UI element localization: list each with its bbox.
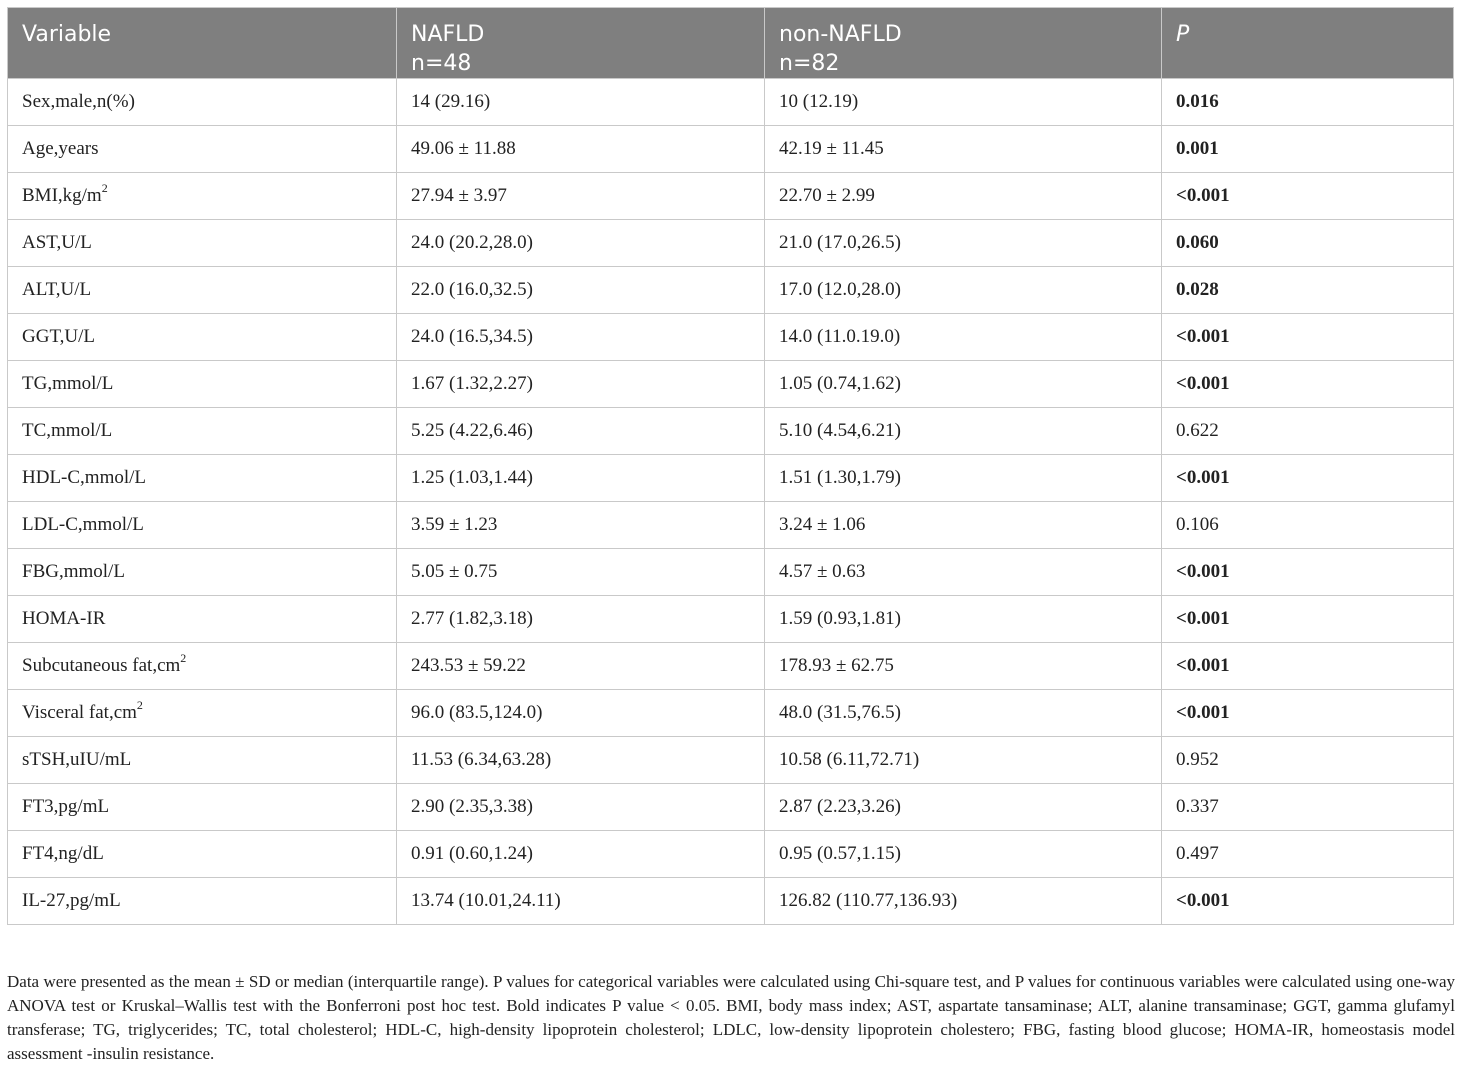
cell-nafld: 1.25 (1.03,1.44): [397, 455, 765, 502]
cell-non-nafld: 3.24 ± 1.06: [765, 502, 1162, 549]
cell-nafld: 0.91 (0.60,1.24): [397, 831, 765, 878]
variable-label: TC,mmol/L: [22, 420, 113, 441]
variable-label: Subcutaneous fat,cm: [22, 655, 181, 676]
table-row: [8, 455, 1454, 502]
cell-variable: [8, 502, 397, 549]
header-nafld: [397, 8, 765, 79]
variable-label: ALT,U/L: [22, 279, 92, 300]
variable-label: BMI,kg/m: [22, 185, 102, 206]
cell-non-nafld: 1.59 (0.93,1.81): [765, 596, 1162, 643]
cell-p-value: 0.622: [1162, 408, 1454, 455]
table-row: [8, 831, 1454, 878]
cell-variable: [8, 126, 397, 173]
cell-p-value: <0.001: [1162, 643, 1454, 690]
cell-variable: [8, 643, 397, 690]
header-nafld-label: NAFLD: [411, 22, 485, 47]
cell-nafld: 14 (29.16): [397, 79, 765, 126]
cell-nafld: 2.90 (2.35,3.38): [397, 784, 765, 831]
cell-non-nafld: 0.95 (0.57,1.15): [765, 831, 1162, 878]
cell-variable: [8, 455, 397, 502]
cell-nafld: 22.0 (16.0,32.5): [397, 267, 765, 314]
variable-label: HOMA-IR: [22, 608, 106, 629]
header-variable: [8, 8, 397, 79]
variable-label: Age,years: [22, 138, 99, 159]
cell-non-nafld: 10 (12.19): [765, 79, 1162, 126]
cell-variable: [8, 79, 397, 126]
table-body: [8, 79, 1454, 925]
cell-nafld: 3.59 ± 1.23: [397, 502, 765, 549]
cell-non-nafld: 1.05 (0.74,1.62): [765, 361, 1162, 408]
table-row: [8, 502, 1454, 549]
header-non-nafld-label: non-NAFLD: [779, 22, 902, 47]
header-variable-label: Variable: [22, 22, 112, 47]
variable-label: FT4,ng/dL: [22, 843, 104, 864]
cell-p-value: 0.028: [1162, 267, 1454, 314]
cell-p-value: <0.001: [1162, 361, 1454, 408]
cell-p-value: 0.337: [1162, 784, 1454, 831]
variable-label: Visceral fat,cm: [22, 702, 137, 723]
table-row: [8, 549, 1454, 596]
cell-nafld: 1.67 (1.32,2.27): [397, 361, 765, 408]
cell-variable: [8, 267, 397, 314]
unit-superscript: 2: [136, 697, 143, 712]
table-row: [8, 314, 1454, 361]
cell-p-value: 0.060: [1162, 220, 1454, 267]
cell-p-value: <0.001: [1162, 878, 1454, 925]
table-row: [8, 737, 1454, 784]
table-row: [8, 408, 1454, 455]
cell-variable: [8, 173, 397, 220]
cell-nafld: 2.77 (1.82,3.18): [397, 596, 765, 643]
variable-label: GGT,U/L: [22, 326, 95, 347]
cell-p-value: <0.001: [1162, 314, 1454, 361]
cell-nafld: 49.06 ± 11.88: [397, 126, 765, 173]
variable-label: FT3,pg/mL: [22, 796, 110, 817]
cell-variable: [8, 690, 397, 737]
cell-variable: [8, 314, 397, 361]
header-p-label: P: [1176, 22, 1190, 47]
table-row: [8, 173, 1454, 220]
table-row: [8, 643, 1454, 690]
cell-non-nafld: 48.0 (31.5,76.5): [765, 690, 1162, 737]
cell-p-value: <0.001: [1162, 549, 1454, 596]
header-non-nafld-count: n=82: [779, 51, 840, 76]
cell-nafld: 13.74 (10.01,24.11): [397, 878, 765, 925]
table-row: [8, 361, 1454, 408]
cell-p-value: <0.001: [1162, 455, 1454, 502]
cell-variable: [8, 878, 397, 925]
variable-label: sTSH,uIU/mL: [22, 749, 132, 770]
table-row: [8, 220, 1454, 267]
cell-variable: [8, 408, 397, 455]
cell-nafld: 5.25 (4.22,6.46): [397, 408, 765, 455]
cell-p-value: <0.001: [1162, 690, 1454, 737]
table-header: [8, 8, 1454, 79]
table-row: [8, 878, 1454, 925]
cell-non-nafld: 14.0 (11.0.19.0): [765, 314, 1162, 361]
cell-variable: [8, 784, 397, 831]
table-row: [8, 784, 1454, 831]
cell-variable: [8, 737, 397, 784]
header-nafld-count: n=48: [411, 51, 472, 76]
cell-p-value: 0.001: [1162, 126, 1454, 173]
unit-superscript: 2: [180, 650, 187, 665]
cell-p-value: 0.106: [1162, 502, 1454, 549]
cell-variable: [8, 549, 397, 596]
table-row: [8, 126, 1454, 173]
header-non-nafld: [765, 8, 1162, 79]
unit-superscript: 2: [101, 180, 108, 195]
cell-non-nafld: 21.0 (17.0,26.5): [765, 220, 1162, 267]
cell-non-nafld: 126.82 (110.77,136.93): [765, 878, 1162, 925]
cell-variable: [8, 831, 397, 878]
cell-non-nafld: 5.10 (4.54,6.21): [765, 408, 1162, 455]
header-p-value: [1162, 8, 1454, 79]
data-table: [7, 7, 1454, 925]
cell-p-value: <0.001: [1162, 596, 1454, 643]
cell-non-nafld: 42.19 ± 11.45: [765, 126, 1162, 173]
cell-non-nafld: 178.93 ± 62.75: [765, 643, 1162, 690]
cell-variable: [8, 596, 397, 643]
cell-non-nafld: 4.57 ± 0.63: [765, 549, 1162, 596]
cell-non-nafld: 10.58 (6.11,72.71): [765, 737, 1162, 784]
table-row: [8, 690, 1454, 737]
table-row: [8, 79, 1454, 126]
cell-non-nafld: 2.87 (2.23,3.26): [765, 784, 1162, 831]
variable-label: Sex,male,n(%): [22, 91, 135, 112]
cell-p-value: 0.497: [1162, 831, 1454, 878]
variable-label: FBG,mmol/L: [22, 561, 125, 582]
cell-p-value: <0.001: [1162, 173, 1454, 220]
cell-nafld: 24.0 (16.5,34.5): [397, 314, 765, 361]
table-row: [8, 596, 1454, 643]
table-row: [8, 267, 1454, 314]
cell-non-nafld: 22.70 ± 2.99: [765, 173, 1162, 220]
header-row: [8, 8, 1454, 79]
variable-label: HDL-C,mmol/L: [22, 467, 147, 488]
cell-nafld: 27.94 ± 3.97: [397, 173, 765, 220]
cell-nafld: 96.0 (83.5,124.0): [397, 690, 765, 737]
variable-label: IL-27,pg/mL: [22, 890, 121, 911]
cell-nafld: 5.05 ± 0.75: [397, 549, 765, 596]
cell-p-value: 0.952: [1162, 737, 1454, 784]
cell-non-nafld: 17.0 (12.0,28.0): [765, 267, 1162, 314]
cell-nafld: 243.53 ± 59.22: [397, 643, 765, 690]
cell-variable: [8, 220, 397, 267]
cell-nafld: 24.0 (20.2,28.0): [397, 220, 765, 267]
variable-label: TG,mmol/L: [22, 373, 114, 394]
cell-nafld: 11.53 (6.34,63.28): [397, 737, 765, 784]
cell-non-nafld: 1.51 (1.30,1.79): [765, 455, 1162, 502]
table-footnote: Data were presented as the mean ± SD or median (interquartile range). P values for categorical variables were calculated using Chi-square test, and P values for continuous variables were calculated using one-way ANOVA test or Kruskal–Wallis test with the Bonferroni post hoc test. Bold indicates P value < 0.05. BMI, body mass index; AST, aspartate tansaminase; ALT, alanine transaminase; GGT, gamma glufamyl transferase; TG, triglycerides; TC, total cholesterol; HDL-C, high-density lipoprotein cholesterol; LDLC, low-density lipoprotein cholestero; FBG, fasting blood glucose; HOMA-IR, homeostasis model assessment -insulin resistance.: [7, 972, 1455, 1063]
variable-label: AST,U/L: [22, 232, 92, 253]
cell-variable: [8, 361, 397, 408]
variable-label: LDL-C,mmol/L: [22, 514, 144, 535]
cell-p-value: 0.016: [1162, 79, 1454, 126]
